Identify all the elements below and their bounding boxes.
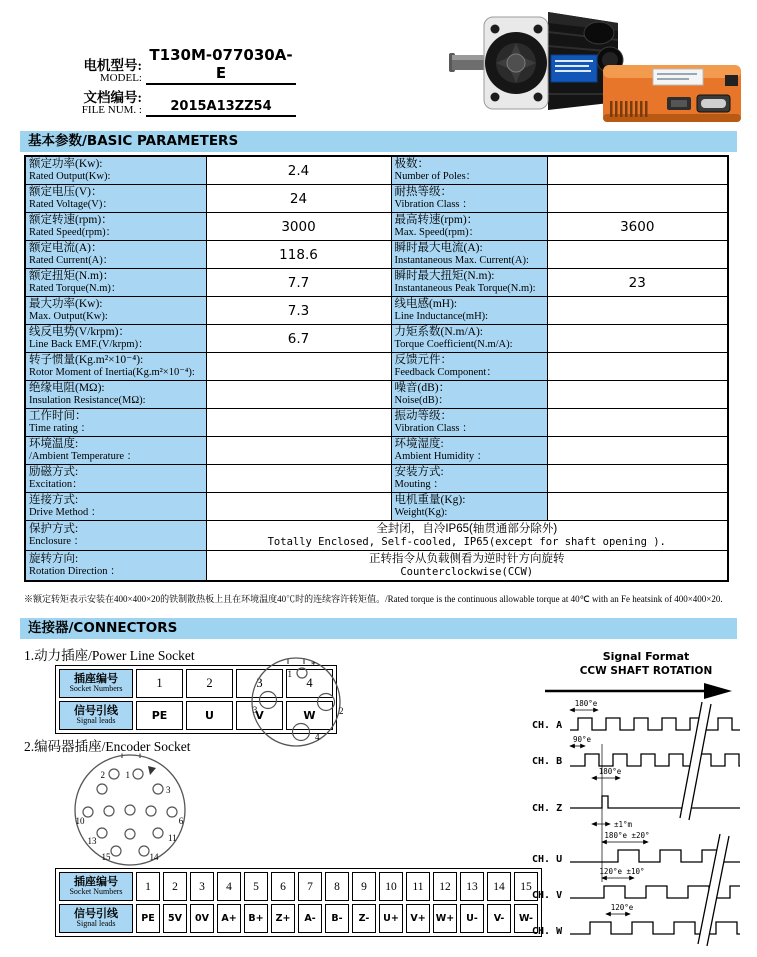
param-label-cn: 额定电流(A)： — [29, 242, 103, 254]
param-label — [391, 213, 547, 241]
ccw-rotation-title: CCW SHAFT ROTATION — [579, 665, 713, 677]
pin — [125, 805, 135, 815]
model-label-cn: 电机型号: — [83, 58, 142, 74]
param-value-en: Totally Enclosed, Self-cooled, IP65(except for shaft opening ). — [267, 536, 666, 548]
driver-photo — [597, 57, 749, 131]
param-value: 24 — [206, 185, 391, 213]
param-value — [206, 521, 728, 551]
socket-number-cell: 11 — [406, 872, 430, 901]
signal-lead-cell: W+ — [433, 904, 457, 933]
signal-lead-cell: B- — [325, 904, 349, 933]
pin-label: 11 — [168, 833, 177, 843]
pin — [125, 829, 135, 839]
param-value: 3000 — [206, 213, 391, 241]
param-label-cn: 额定电压(V)： — [29, 186, 103, 198]
param-row — [25, 297, 728, 325]
param-value — [547, 465, 728, 493]
pin-label: 15 — [101, 852, 111, 862]
dim-1m-z: ±1°m — [614, 820, 633, 829]
pin — [293, 724, 310, 741]
socket-number-cell: 8 — [325, 872, 349, 901]
param-label — [391, 156, 547, 185]
socket-number-cell: 3 — [190, 872, 214, 901]
socket-row-label — [59, 701, 133, 730]
socket-number-cell: 10 — [379, 872, 403, 901]
power-socket-title: 1.动力插座/Power Line Socket — [24, 648, 195, 663]
param-value-en: Counterclockwise(CCW) — [400, 565, 534, 578]
channel-a-wave — [570, 718, 740, 730]
signal-lead-cell: Z+ — [271, 904, 295, 933]
param-value: 6.7 — [206, 325, 391, 353]
param-value — [547, 297, 728, 325]
pin — [109, 769, 119, 779]
param-label-en: Excitation： — [29, 479, 83, 490]
pin-label: 1 — [287, 669, 292, 679]
param-label-cn: 耐热等级： — [394, 186, 452, 198]
param-value: 2.4 — [206, 156, 391, 185]
socket-number-cell: 6 — [271, 872, 295, 901]
socket-number-cell: 4 — [286, 669, 333, 698]
signal-lead-cell: Z- — [352, 904, 376, 933]
param-row — [25, 521, 728, 551]
param-label-en: Enclosure ： — [29, 536, 85, 547]
param-label-cn: 旋转方向: — [29, 552, 79, 565]
param-label — [391, 185, 547, 213]
param-value: 7.3 — [206, 297, 391, 325]
param-value — [547, 409, 728, 437]
param-label-cn: 瞬时最大电流(A): — [394, 242, 483, 254]
param-label-en: Drive Method ： — [29, 507, 102, 518]
param-label-en: Vibration Class ： — [394, 199, 473, 210]
param-value — [206, 381, 391, 409]
break-gap — [680, 702, 711, 820]
param-label-cn: 转子惯量(Kg.m²×10⁻⁴): — [29, 354, 144, 366]
param-row — [25, 353, 728, 381]
socket-number-cell: 1 — [136, 872, 160, 901]
param-label — [391, 493, 547, 521]
param-label-cn: 励磁方式: — [29, 466, 79, 478]
param-label — [25, 156, 206, 185]
encoder-socket-table — [55, 868, 542, 937]
param-label — [391, 409, 547, 437]
param-value — [206, 353, 391, 381]
document-header — [60, 46, 296, 123]
signal-lead-cell: U- — [460, 904, 484, 933]
pin-label: 10 — [75, 816, 85, 826]
signal-lead-cell: PE — [136, 904, 160, 933]
param-label-en: Rated Speed(rpm)： — [29, 227, 117, 238]
break-gap — [698, 834, 729, 946]
socket-row-label — [59, 669, 133, 698]
signal-lead-cell: V — [236, 701, 283, 730]
dim-120e-w: 120°e — [610, 903, 634, 912]
param-value — [547, 437, 728, 465]
signal-lead-cell: W- — [514, 904, 538, 933]
param-label-en: Line Inductance(mH): — [394, 311, 489, 322]
channel-w-label: CH. W — [532, 926, 563, 937]
param-label — [25, 269, 206, 297]
param-label — [391, 437, 547, 465]
param-label — [25, 437, 206, 465]
model-label — [60, 59, 142, 85]
encoder-socket-title: 2.编码器插座/Encoder Socket — [24, 739, 191, 754]
pin — [153, 784, 163, 794]
signal-format-diagram — [530, 646, 757, 956]
param-label — [25, 241, 206, 269]
signal-lead-cell: A- — [298, 904, 322, 933]
param-value: 118.6 — [206, 241, 391, 269]
pin-label: 3 — [252, 705, 258, 715]
param-label-en: Max. Output(Kw): — [29, 311, 108, 322]
param-label-en: Instantaneous Max. Current(A): — [394, 255, 529, 266]
pin — [167, 807, 177, 817]
driver-nameplate — [653, 69, 703, 85]
param-label-cn: 振动等级： — [394, 410, 452, 422]
param-value — [547, 156, 728, 185]
socket-row-label — [59, 872, 133, 901]
param-value: 3600 — [547, 213, 728, 241]
param-row — [25, 185, 728, 213]
param-label — [25, 325, 206, 353]
pin-label: 2 — [339, 706, 344, 716]
file-label-cn: 文档编号: — [83, 90, 142, 105]
socket-row-label-en: Signal leads — [76, 716, 116, 726]
signal-lead-cell: V+ — [406, 904, 430, 933]
signal-lead-cell: B+ — [244, 904, 268, 933]
param-label-en: Instantaneous Peak Torque(N.m): — [394, 283, 536, 294]
socket-number-cell: 15 — [514, 872, 538, 901]
basic-parameters-table — [24, 155, 729, 582]
param-row — [25, 156, 728, 185]
file-number-value: 2015A13ZZ54 — [146, 99, 296, 117]
param-label-en: Vibration Class ： — [394, 423, 473, 434]
socket-row-label-en: Signal leads — [76, 919, 116, 929]
channel-a-label: CH. A — [532, 720, 563, 731]
pin — [111, 846, 121, 856]
socket-number-cell: 14 — [487, 872, 511, 901]
signal-lead-cell: A+ — [217, 904, 241, 933]
param-label — [391, 465, 547, 493]
param-row — [25, 493, 728, 521]
socket-number-cell: 12 — [433, 872, 457, 901]
param-value — [547, 381, 728, 409]
encoder-socket-diagram — [58, 748, 204, 872]
param-label-cn: 力矩系数(N.m/A): — [394, 326, 483, 338]
pin — [139, 846, 149, 856]
param-label-cn: 瞬时最大扭矩(N.m): — [394, 270, 495, 282]
signal-lead-cell: U — [186, 701, 233, 730]
param-value — [547, 325, 728, 353]
file-label-en: FILE NUM. : — [81, 104, 142, 117]
param-label — [25, 297, 206, 325]
signal-lead-cell: V- — [487, 904, 511, 933]
socket-number-cell: 5 — [244, 872, 268, 901]
signal-lead-cell: 5V — [163, 904, 187, 933]
pin — [146, 806, 156, 816]
dim-180e-a: 180°e — [574, 699, 598, 708]
param-label-en: Rated Current(A)： — [29, 255, 114, 266]
param-value-cn: 正转指令从负载侧看为逆时针方向旋转 — [369, 552, 565, 565]
param-value-cn: 全封闭，自冷IP65(轴贯通部分除外) — [376, 523, 558, 535]
param-value — [206, 551, 728, 581]
param-label-cn: 环境温度: — [29, 438, 79, 450]
param-label-cn: 连接方式: — [29, 494, 79, 506]
section-connectors: 连接器/CONNECTORS — [20, 618, 737, 639]
param-row — [25, 325, 728, 353]
param-label-en: Torque Coefficient(N.m/A): — [394, 339, 513, 350]
param-row — [25, 551, 728, 581]
param-label-en: Line Back EMF.(V/krpm)： — [29, 339, 149, 350]
param-label-en: Feedback Component： — [394, 367, 497, 378]
pin-label: 2 — [100, 770, 105, 780]
channel-b-label: CH. B — [532, 756, 563, 767]
channel-w-wave — [570, 922, 740, 934]
socket-number-cell: 2 — [186, 669, 233, 698]
pin-label: 6 — [178, 816, 184, 826]
param-label-cn: 电机重量(Kg): — [394, 494, 466, 506]
param-label-en: Ambient Humidity ： — [394, 451, 488, 462]
param-label-cn: 线反电势(V/krpm)： — [29, 326, 130, 338]
motor-nameplate — [551, 55, 597, 82]
socket-number-cell: 13 — [460, 872, 484, 901]
param-label — [25, 381, 206, 409]
param-row — [25, 213, 728, 241]
pin-label: 13 — [87, 836, 97, 846]
socket-number-cell: 2 — [163, 872, 187, 901]
param-label — [391, 297, 547, 325]
param-value — [206, 465, 391, 493]
param-label-en: Rotation Direction ： — [29, 565, 121, 577]
pin — [260, 692, 277, 709]
signal-lead-cell: U+ — [379, 904, 403, 933]
channel-u-label: CH. U — [532, 854, 563, 865]
param-label-cn: 安装方式: — [394, 466, 444, 478]
param-label — [391, 381, 547, 409]
pin — [97, 828, 107, 838]
param-label-cn: 额定扭矩(N.m)： — [29, 270, 115, 282]
model-value: T130M-077030A-E — [146, 46, 296, 85]
channel-b-wave — [570, 754, 740, 766]
socket-number-cell: 3 — [236, 669, 283, 698]
signal-format-title: Signal Format — [602, 650, 690, 663]
socket-number-cell: 9 — [352, 872, 376, 901]
dim-120e10-v: 120°e ±10° — [599, 867, 645, 876]
socket-row-label — [59, 904, 133, 933]
param-label — [25, 409, 206, 437]
param-value: 7.7 — [206, 269, 391, 297]
param-label-cn: 保护方式: — [29, 523, 79, 535]
param-row — [25, 241, 728, 269]
param-label-cn: 最大功率(Kw): — [29, 298, 103, 310]
param-label-cn: 绝缘电阻(MΩ): — [29, 382, 105, 394]
param-value: 23 — [547, 269, 728, 297]
param-row — [25, 269, 728, 297]
channel-z-wave — [570, 796, 740, 808]
socket-row-label-cn: 信号引线 — [74, 907, 118, 920]
param-label — [25, 465, 206, 493]
param-value — [547, 493, 728, 521]
param-label-en: Rated Output(Kw): — [29, 171, 111, 182]
param-label-en: Number of Poles： — [394, 171, 477, 182]
file-row — [60, 91, 296, 117]
pin — [297, 668, 307, 678]
pin — [83, 807, 93, 817]
pin-label: 14 — [149, 852, 159, 862]
pin — [97, 784, 107, 794]
pin — [153, 828, 163, 838]
param-label — [391, 241, 547, 269]
pin — [104, 806, 114, 816]
param-label-cn: 线电感(mH): — [394, 298, 458, 310]
param-row — [25, 381, 728, 409]
rotation-arrowhead — [704, 683, 732, 699]
key-mark-icon — [148, 766, 156, 775]
pin — [318, 694, 335, 711]
socket-number-cell: 4 — [217, 872, 241, 901]
param-label — [25, 353, 206, 381]
power-socket-diagram — [238, 652, 358, 754]
param-label-cn: 额定功率(Kw): — [29, 158, 103, 170]
param-label-en: Time rating ： — [29, 423, 92, 434]
channel-z-label: CH. Z — [532, 803, 563, 814]
param-label-cn: 最高转速(rpm)： — [394, 214, 479, 226]
model-label-en: MODEL: — [99, 72, 142, 85]
param-label — [391, 325, 547, 353]
socket-row-label-cn: 信号引线 — [74, 704, 118, 717]
param-row — [25, 409, 728, 437]
signal-lead-cell: PE — [136, 701, 183, 730]
param-value — [206, 437, 391, 465]
param-label — [391, 269, 547, 297]
signal-lead-cell: 0V — [190, 904, 214, 933]
model-row — [60, 46, 296, 85]
param-label-cn: 环境湿度: — [394, 438, 444, 450]
param-label-cn: 额定转速(rpm)： — [29, 214, 113, 226]
pin — [133, 769, 143, 779]
dim-90e-b: 90°e — [572, 735, 592, 744]
param-label-en: Weight(Kg): — [394, 507, 448, 518]
socket-row-label-cn: 插座编号 — [74, 875, 118, 888]
param-label-en: Max. Speed(rpm)： — [394, 227, 480, 238]
param-label-cn: 工作时间： — [29, 410, 87, 422]
param-label-en: Noise(dB)： — [394, 395, 449, 406]
param-label — [25, 551, 206, 581]
param-value — [547, 353, 728, 381]
param-value — [206, 493, 391, 521]
param-label-en: /Ambient Temperature ： — [29, 451, 138, 462]
rated-torque-footnote: ※额定转矩表示安装在400×400×20的铁制散热板上且在环境温度40℃时的连续容许转矩值。/Rated torque is the continuous allowable torque at 40℃ with an Fe heatsink of 400×400×20. — [24, 594, 723, 604]
param-label-en: Rated Torque(N.m)： — [29, 283, 122, 294]
channel-v-label: CH. V — [532, 890, 563, 901]
socket-number-cell: 7 — [298, 872, 322, 901]
socket-row-label-cn: 插座编号 — [74, 672, 118, 685]
pin-label: 1 — [125, 770, 130, 780]
param-label-en: Mouting ： — [394, 479, 444, 490]
socket-row-label-en: Socket Numbers — [69, 887, 123, 897]
param-label — [25, 493, 206, 521]
socket-row-label-en: Socket Numbers — [69, 684, 123, 694]
param-row — [25, 437, 728, 465]
dim-180e-b: 180°e — [598, 767, 622, 776]
keyway-notch — [288, 659, 304, 665]
section-basic-parameters: 基本参数/BASIC PARAMETERS — [20, 131, 737, 152]
param-label — [25, 185, 206, 213]
param-label-cn: 噪音(dB)： — [394, 382, 451, 394]
param-label-cn: 极数： — [394, 158, 429, 170]
signal-lead-cell: W — [286, 701, 333, 730]
param-label — [391, 353, 547, 381]
param-label-en: Rotor Moment of Inertia(Kg.m²×10⁻⁴): — [29, 367, 195, 378]
param-label-en: Insulation Resistance(MΩ): — [29, 395, 146, 406]
param-value — [206, 409, 391, 437]
param-value — [547, 241, 728, 269]
param-label — [25, 521, 206, 551]
param-value — [547, 185, 728, 213]
param-label-en: Rated Voltage(V)： — [29, 199, 113, 210]
pin-label: 4 — [315, 732, 320, 742]
star-mark: * — [311, 660, 316, 670]
dim-180e20-u: 180°e ±20° — [604, 831, 650, 840]
param-row — [25, 465, 728, 493]
socket-number-cell: 1 — [136, 669, 183, 698]
pin-label: 3 — [166, 785, 171, 795]
file-label — [60, 91, 142, 117]
param-label — [25, 213, 206, 241]
param-label-cn: 反馈元件： — [394, 354, 452, 366]
